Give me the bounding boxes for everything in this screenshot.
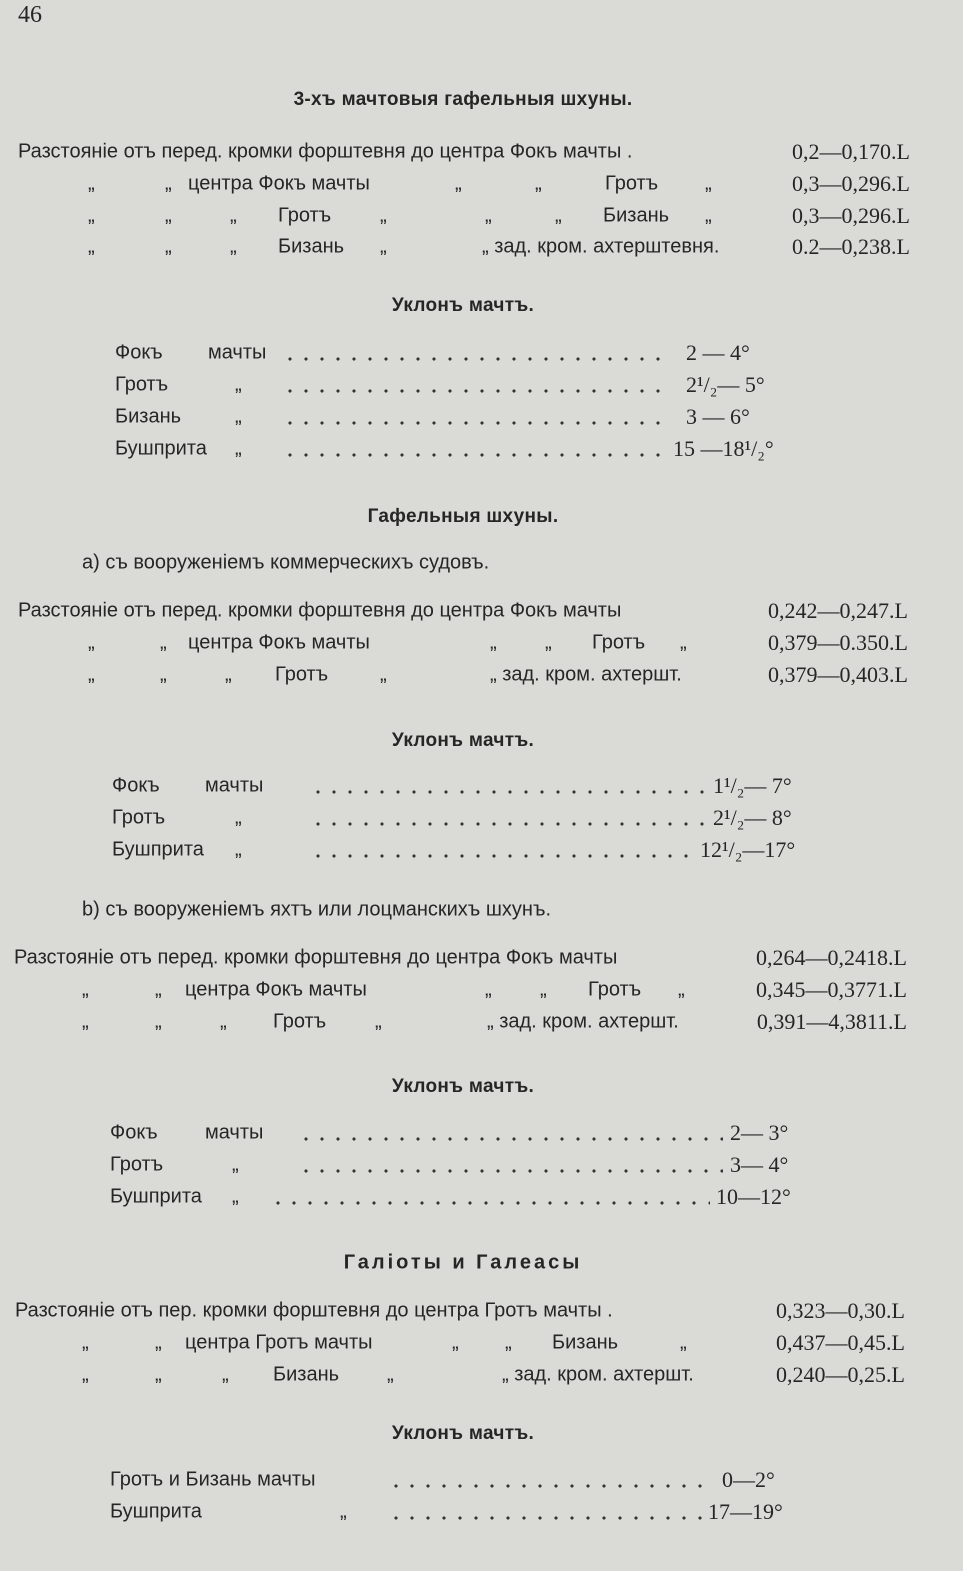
ditto-mark: „	[155, 978, 162, 1001]
ditto-mark: „	[387, 1363, 394, 1386]
mast-name: Фокъ	[115, 341, 163, 364]
distance-from: Бизань	[273, 1363, 340, 1386]
incline-title: Уклонъ мачтъ.	[391, 295, 535, 316]
ditto-mark: „	[165, 204, 172, 227]
distance-from: центра Фокъ мачты	[188, 631, 370, 654]
section-title: 3-хъ мачтовыя гафельныя шхуны.	[293, 89, 633, 110]
mast-suffix: „	[232, 1153, 239, 1176]
leader-dots	[298, 1137, 723, 1141]
ditto-mark: „	[505, 1331, 512, 1354]
distance-value: 0,2—0,170.L	[792, 139, 910, 164]
subsection-heading: b) съ вооруженіемъ яхтъ или лоцманскихъ шхунъ.	[82, 898, 551, 921]
distance-to: Бизань	[552, 1331, 619, 1354]
distance-from: Гротъ	[278, 204, 332, 227]
ditto-mark: „	[88, 204, 95, 227]
distance-label: Разстояніе отъ перед. кромки форштевня до центра Фокъ мачты	[18, 599, 622, 622]
ditto-mark: „	[88, 663, 95, 686]
ditto-mark: „	[160, 663, 167, 686]
ditto-mark: „	[705, 172, 712, 195]
mast-name: Гротъ	[110, 1153, 164, 1176]
distance-value: 0,3—0,296.L	[792, 203, 910, 228]
ditto-mark: „	[380, 235, 387, 258]
ditto-mark: „	[82, 1010, 89, 1033]
ditto-mark: „	[88, 172, 95, 195]
distance-to: „ зад. кром. ахтершт.	[490, 663, 682, 686]
ditto-mark: „	[82, 1363, 89, 1386]
mast-name: Бушприта	[112, 838, 204, 861]
ditto-mark: „	[490, 631, 497, 654]
section-title: Гафельныя шхуны.	[367, 506, 559, 527]
distance-value: 0,379—0,403.L	[768, 662, 908, 687]
ditto-mark: „	[680, 631, 687, 654]
incline-value: 15 —18¹/₂°	[673, 436, 774, 461]
mast-name: Фокъ	[112, 774, 160, 797]
ditto-mark: „	[82, 1331, 89, 1354]
ditto-mark: „	[88, 631, 95, 654]
distance-to: „ зад. кром. ахтерштевня.	[482, 235, 720, 258]
mast-suffix: „	[235, 806, 242, 829]
leader-dots	[388, 1484, 708, 1488]
section-title: Галіоты и Галеасы	[343, 1251, 583, 1274]
mast-suffix: мачты	[205, 1121, 264, 1144]
ditto-mark: „	[155, 1331, 162, 1354]
mast-suffix: „	[232, 1185, 239, 1208]
distance-from: центра Фокъ мачты	[185, 978, 367, 1001]
leader-dots	[282, 357, 672, 361]
page-number: 46	[18, 2, 42, 28]
ditto-mark: „	[375, 1010, 382, 1033]
ditto-mark: „	[678, 978, 685, 1001]
incline-value: 2— 3°	[730, 1120, 789, 1145]
incline-value: 0—2°	[722, 1467, 775, 1492]
distance-label: Разстояніе отъ перед. кромки форштевня до центра Фокъ мачты .	[18, 140, 633, 163]
leader-dots	[298, 1169, 723, 1173]
ditto-mark: „	[485, 204, 492, 227]
distance-label: Разстояніе отъ перед. кромки форштевня до центра Фокъ мачты	[14, 946, 618, 969]
mast-suffix: мачты	[208, 341, 267, 364]
ditto-mark: „	[160, 631, 167, 654]
incline-value: 3 — 6°	[686, 404, 750, 429]
distance-value: 0,242—0,247.L	[768, 598, 908, 623]
leader-dots	[282, 421, 672, 425]
distance-to: Бизань	[603, 204, 670, 227]
incline-value: 10—12°	[716, 1184, 791, 1209]
distance-to: Гротъ	[592, 631, 646, 654]
distance-value: 0,379—0.350.L	[768, 630, 908, 655]
distance-value: 0,240—0,25.L	[776, 1362, 905, 1387]
ditto-mark: „	[155, 1010, 162, 1033]
incline-value: 2¹/₂— 8°	[713, 805, 792, 830]
ditto-mark: „	[545, 631, 552, 654]
leader-dots	[310, 854, 700, 858]
ditto-mark: „	[535, 172, 542, 195]
ditto-mark: „	[230, 204, 237, 227]
distance-from: центра Гротъ мачты	[185, 1331, 373, 1354]
incline-value: 17—19°	[708, 1499, 783, 1524]
mast-suffix: мачты	[205, 774, 264, 797]
mast-name: Бизань	[115, 405, 182, 428]
mast-suffix: „	[235, 373, 242, 396]
incline-title: Уклонъ мачтъ.	[391, 1423, 535, 1444]
incline-value: 3— 4°	[730, 1152, 789, 1177]
mast-name: Бушприта	[110, 1185, 202, 1208]
mast-name: Фокъ	[110, 1121, 158, 1144]
mast-name: Гротъ	[115, 373, 169, 396]
ditto-mark: „	[165, 172, 172, 195]
distance-value: 0,437—0,45.L	[776, 1330, 905, 1355]
distance-label: Разстояніе отъ пер. кромки форштевня до центра Гротъ мачты .	[15, 1299, 613, 1322]
mast-suffix: „	[235, 405, 242, 428]
distance-to: „ зад. кром. ахтершт.	[487, 1010, 679, 1033]
leader-dots	[310, 822, 705, 826]
ditto-mark: „	[455, 172, 462, 195]
mast-name: Гротъ и Бизань мачты	[110, 1468, 316, 1491]
ditto-mark: „	[705, 204, 712, 227]
mast-suffix: „	[235, 437, 242, 460]
distance-to: Гротъ	[588, 978, 642, 1001]
mast-suffix: „	[340, 1500, 347, 1523]
distance-to: „ зад. кром. ахтершт.	[502, 1363, 694, 1386]
distance-value: 0,264—0,2418.L	[756, 945, 907, 970]
ditto-mark: „	[680, 1331, 687, 1354]
distance-value: 0,391—4,3811.L	[756, 1009, 907, 1034]
ditto-mark: „	[82, 978, 89, 1001]
mast-name: Бушприта	[115, 437, 207, 460]
leader-dots	[388, 1516, 703, 1520]
ditto-mark: „	[540, 978, 547, 1001]
distance-from: центра Фокъ мачты	[188, 172, 370, 195]
ditto-mark: „	[380, 204, 387, 227]
mast-name: Бушприта	[110, 1500, 202, 1523]
distance-value: 0,323—0,30.L	[776, 1298, 905, 1323]
ditto-mark: „	[88, 235, 95, 258]
ditto-mark: „	[220, 1010, 227, 1033]
ditto-mark: „	[230, 235, 237, 258]
distance-value: 0.2—0,238.L	[792, 234, 910, 259]
leader-dots	[282, 389, 672, 393]
ditto-mark: „	[155, 1363, 162, 1386]
leader-dots	[310, 790, 705, 794]
mast-suffix: „	[235, 838, 242, 861]
distance-from: Гротъ	[275, 663, 329, 686]
leader-dots	[282, 453, 672, 457]
incline-value: 2¹/₂— 5°	[686, 372, 765, 397]
distance-from: Бизань	[278, 235, 345, 258]
ditto-mark: „	[225, 663, 232, 686]
incline-title: Уклонъ мачтъ.	[391, 1076, 535, 1097]
incline-value: 1¹/₂— 7°	[713, 773, 792, 798]
ditto-mark: „	[165, 235, 172, 258]
ditto-mark: „	[555, 204, 562, 227]
subsection-heading: a) съ вооруженіемъ коммерческихъ судовъ.	[82, 551, 490, 574]
incline-value: 2 — 4°	[686, 340, 750, 365]
distance-value: 0,345—0,3771.L	[756, 977, 907, 1002]
distance-from: Гротъ	[273, 1010, 327, 1033]
distance-value: 0,3—0,296.L	[792, 171, 910, 196]
ditto-mark: „	[380, 663, 387, 686]
ditto-mark: „	[452, 1331, 459, 1354]
incline-title: Уклонъ мачтъ.	[391, 730, 535, 751]
mast-name: Гротъ	[112, 806, 166, 829]
ditto-mark: „	[222, 1363, 229, 1386]
distance-to: Гротъ	[605, 172, 659, 195]
leader-dots	[270, 1201, 710, 1205]
ditto-mark: „	[485, 978, 492, 1001]
incline-value: 12¹/₂—17°	[700, 837, 796, 862]
